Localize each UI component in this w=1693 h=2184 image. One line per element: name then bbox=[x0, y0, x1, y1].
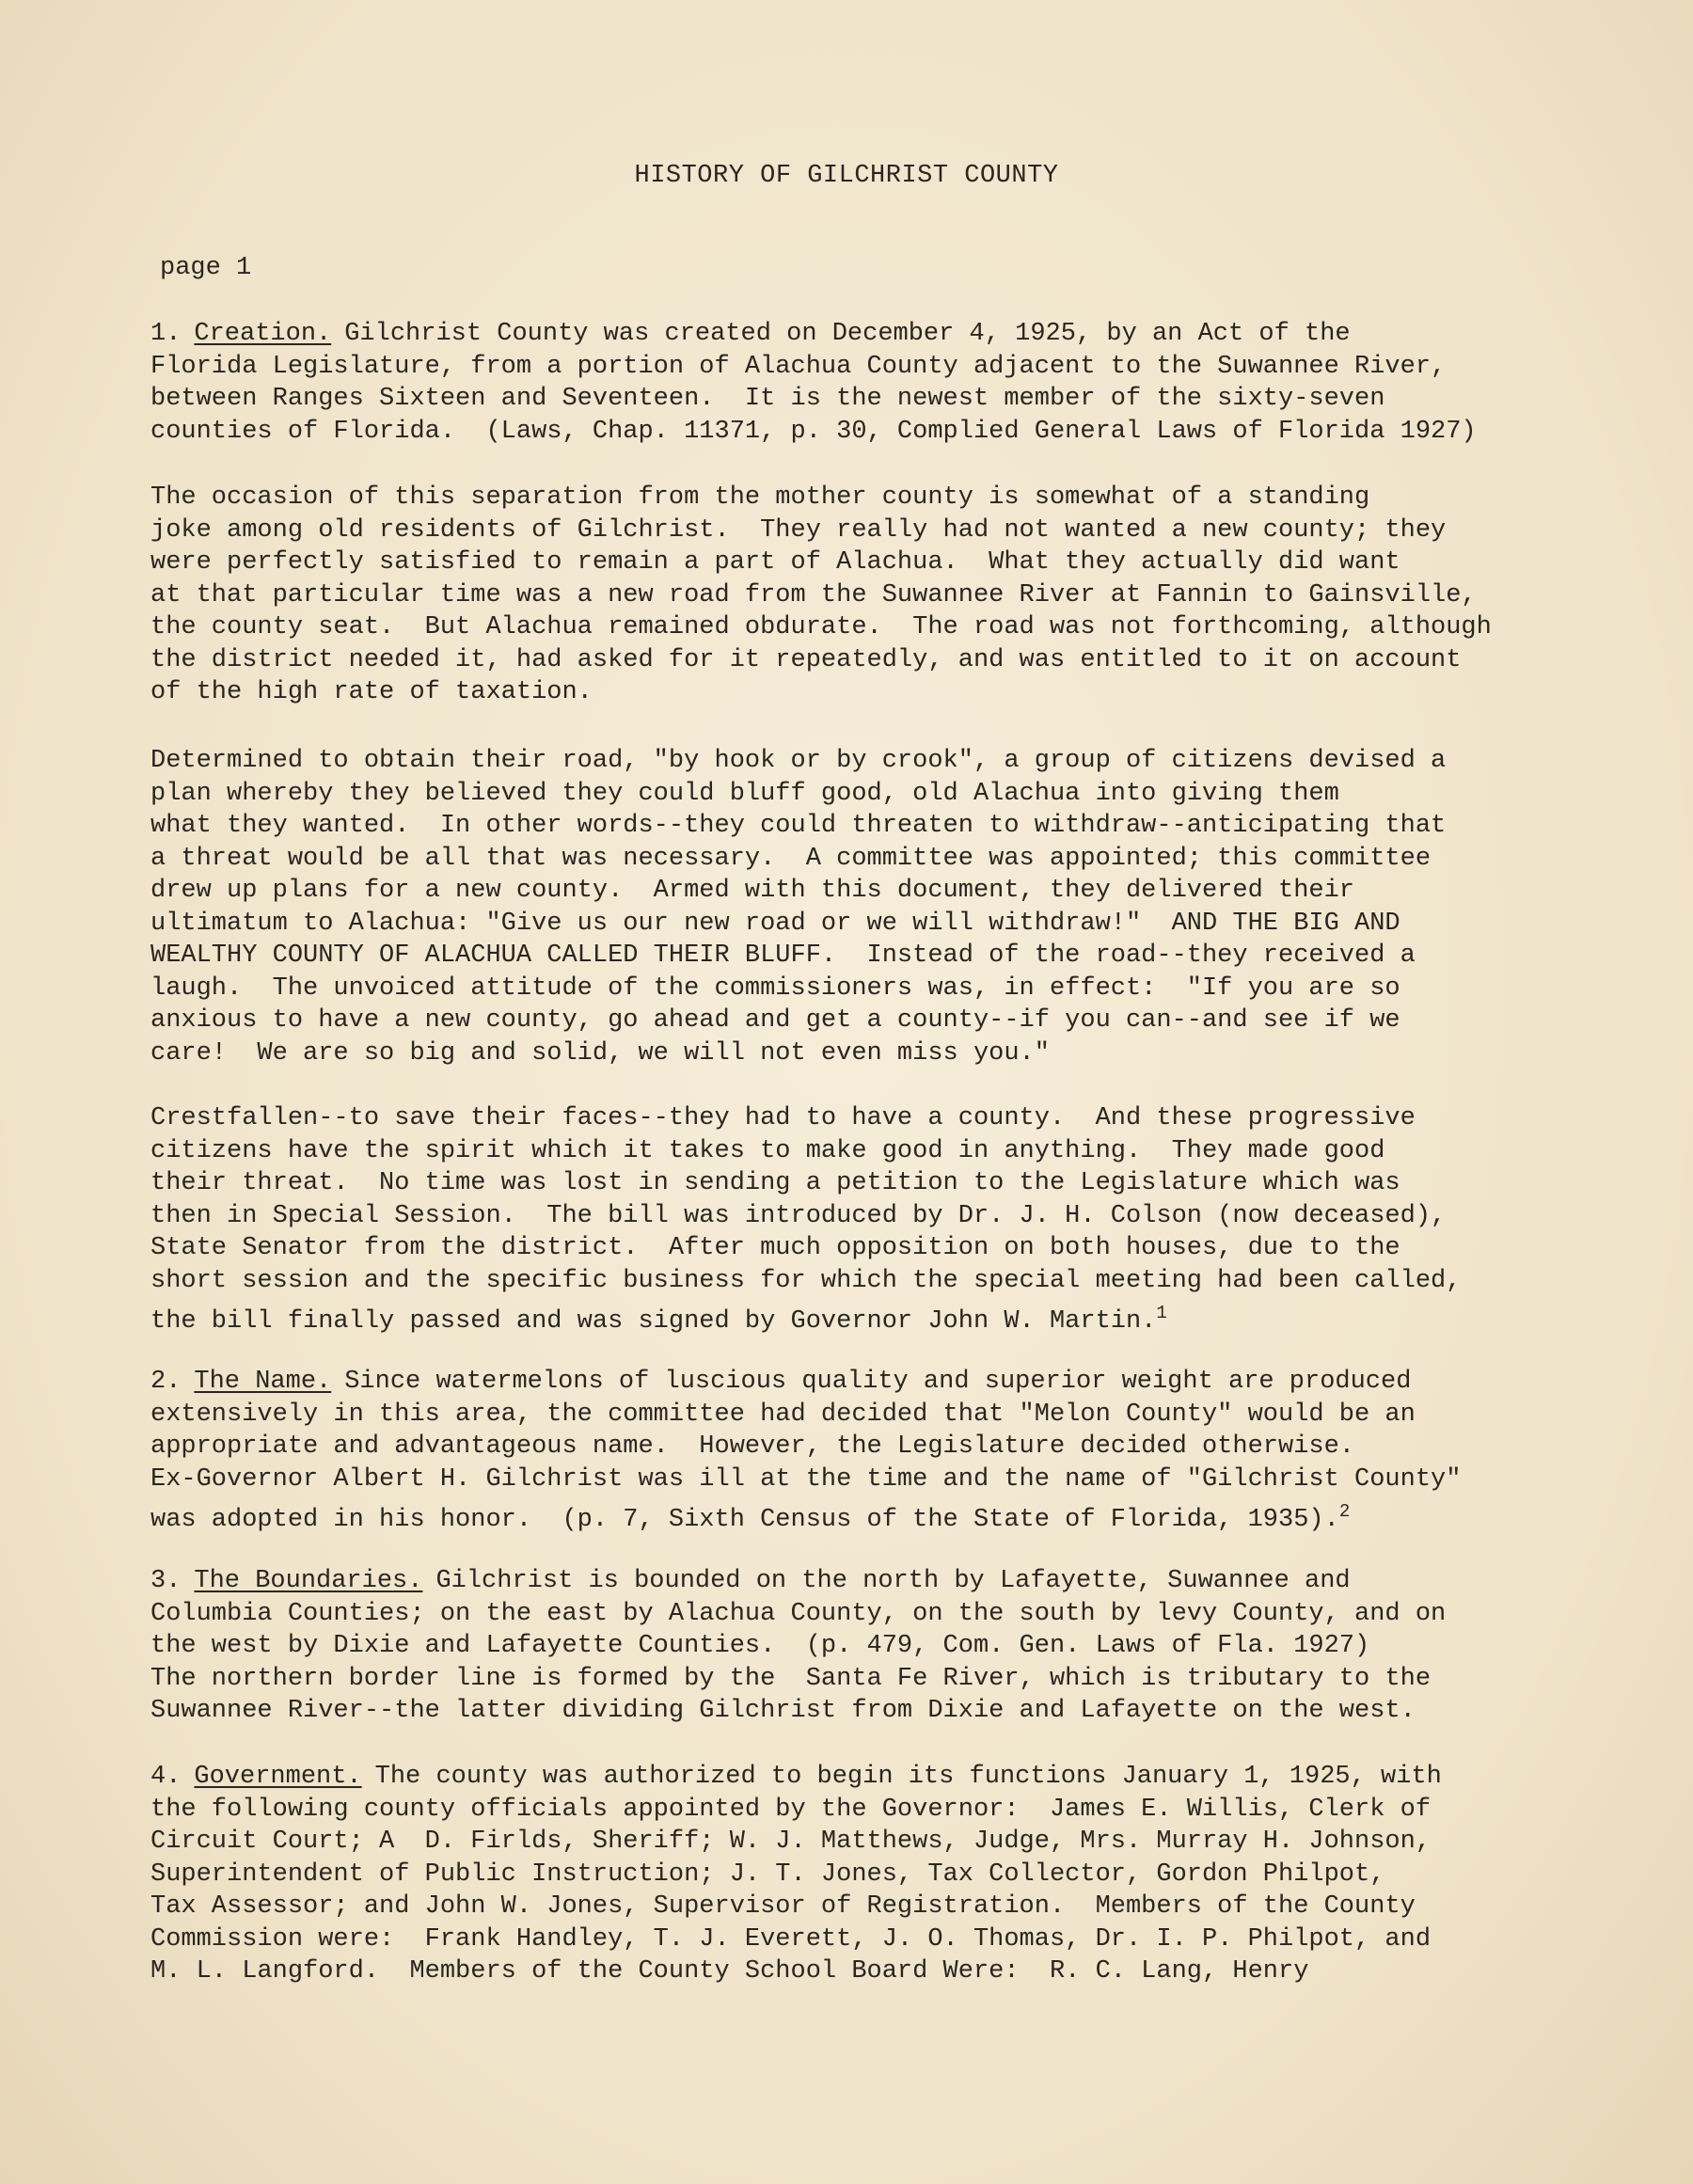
text-line: care! We are so big and solid, we will not even miss you." bbox=[150, 1038, 1050, 1068]
text-line: State Senator from the district. After much opposition on both houses, due to the bbox=[150, 1234, 1400, 1262]
text-line: the bill finally passed and was signed by Governor John W. Martin. bbox=[150, 1307, 1157, 1336]
text-line: a threat would be all that was necessary. A committee was appointed; this committee bbox=[150, 844, 1432, 873]
text-line: their threat. No time was lost in sending a petition to the Legislature which was bbox=[150, 1169, 1400, 1197]
section-number: 1. bbox=[150, 320, 182, 348]
text-line: The occasion of this separation from the mother county is somewhat of a standing bbox=[150, 483, 1370, 512]
text-line: Florida Legislature, from a portion of Alachua County adjacent to the Suwannee River, bbox=[150, 352, 1447, 381]
text-line: appropriate and advantageous name. However, the Legislature decided otherwise. bbox=[150, 1432, 1355, 1461]
text-line: joke among old residents of Gilchrist. They really had not wanted a new county; they bbox=[150, 515, 1447, 545]
paragraph-occasion bbox=[150, 482, 1599, 709]
text-line: Circuit Court; A D. Firlds, Sheriff; W. J. Matthews, Judge, Mrs. Murray H. Johnson, bbox=[150, 1828, 1432, 1856]
section-number: 2. bbox=[150, 1368, 182, 1396]
text-line: plan whereby they believed they could bluff good, old Alachua into giving them bbox=[150, 779, 1339, 808]
text-line: Tax Assessor; and John W. Jones, Supervisor of Registration. Members of the County bbox=[150, 1892, 1416, 1921]
text-line: Superintendent of Public Instruction; J. T. Jones, Tax Collector, Gordon Philpot, bbox=[150, 1860, 1385, 1889]
section-government bbox=[150, 1761, 1599, 1988]
footnote-marker: 1 bbox=[1156, 1303, 1167, 1323]
section-heading: The Boundaries. bbox=[194, 1567, 423, 1595]
text-line: at that particular time was a new road from the Suwannee River at Fannin to Gainsville, bbox=[150, 580, 1477, 609]
text-line: of the high rate of taxation. bbox=[150, 678, 593, 706]
section-heading: Government. bbox=[194, 1763, 362, 1791]
text-line: extensively in this area, the committee had decided that "Melon County" would be an bbox=[150, 1400, 1416, 1429]
text-line: Suwannee River--the latter dividing Gilchrist from Dixie and Lafayette on the west. bbox=[150, 1697, 1416, 1725]
page-label: page 1 bbox=[160, 254, 252, 282]
text-line: were perfectly satisfied to remain a part of Alachua. What they actually did want bbox=[150, 548, 1400, 577]
text-line: The northern border line is formed by the Santa Fe River, which is tributary to the bbox=[150, 1664, 1432, 1693]
text-line: what they wanted. In other words--they could threaten to withdraw--anticipating that bbox=[150, 812, 1447, 840]
section-number: 4. bbox=[150, 1763, 182, 1791]
text-line: short session and the specific business for which the special meeting had been called, bbox=[150, 1266, 1462, 1295]
document-title: HISTORY OF GILCHRIST COUNTY bbox=[634, 162, 1059, 190]
text-line: The county was authorized to begin its functions January 1, 1925, with bbox=[374, 1763, 1442, 1791]
text-line: Determined to obtain their road, "by hook or by crook", a group of citizens devised a bbox=[150, 747, 1447, 775]
text-line: the district needed it, had asked for it repeatedly, and was entitled to it on account bbox=[150, 645, 1462, 674]
section-heading: Creation. bbox=[194, 320, 332, 348]
text-line: Gilchrist County was created on December 4, 1925, by an Act of the bbox=[344, 320, 1351, 348]
text-line: M. L. Langford. Members of the County School Board Were: R. C. Lang, Henry bbox=[150, 1957, 1309, 1986]
text-line: the west by Dixie and Lafayette Counties. (p. 479, Com. Gen. Laws of Fla. 1927) bbox=[150, 1632, 1370, 1660]
section-the-name bbox=[150, 1366, 1599, 1537]
section-heading: The Name. bbox=[194, 1368, 332, 1396]
text-line: Crestfallen--to save their faces--they had to have a county. And these progressive bbox=[150, 1104, 1416, 1132]
text-line: the county seat. But Alachua remained obdurate. The road was not forthcoming, although bbox=[150, 613, 1492, 641]
text-line: anxious to have a new county, go ahead and get a county--if you can--and see if we bbox=[150, 1006, 1400, 1035]
text-line: was adopted in his honor. (p. 7, Sixth Census of the State of Florida, 1935). bbox=[150, 1506, 1339, 1534]
text-line: Gilchrist is bounded on the north by Lafayette, Suwannee and bbox=[435, 1567, 1351, 1595]
text-line: Since watermelons of luscious quality and superior weight are produced bbox=[344, 1368, 1412, 1396]
text-line: Commission were: Frank Handley, T. J. Everett, J. O. Thomas, Dr. I. P. Philpot, and bbox=[150, 1924, 1432, 1954]
text-line: WEALTHY COUNTY OF ALACHUA CALLED THEIR BLUFF. Instead of the road--they received a bbox=[150, 942, 1416, 970]
section-number: 3. bbox=[150, 1567, 182, 1595]
text-line: ultimatum to Alachua: "Give us our new road or we will withdraw!" AND THE BIG AND bbox=[150, 909, 1400, 938]
text-line: laugh. The unvoiced attitude of the commissioners was, in effect: "If you are so bbox=[150, 973, 1400, 1003]
text-line: citizens have the spirit which it takes to make good in anything. They made good bbox=[150, 1136, 1385, 1165]
text-line: Ex-Governor Albert H. Gilchrist was ill at the time and the name of "Gilchrist County" bbox=[150, 1464, 1462, 1494]
text-line: drew up plans for a new county. Armed with this document, they delivered their bbox=[150, 877, 1355, 905]
section-boundaries bbox=[150, 1565, 1599, 1728]
paragraph-determined bbox=[150, 745, 1599, 1069]
text-line: counties of Florida. (Laws, Chap. 11371, p. 30, Complied General Laws of Florida 1927) bbox=[150, 417, 1477, 446]
footnote-marker: 2 bbox=[1338, 1501, 1351, 1522]
text-line: between Ranges Sixteen and Seventeen. It is the newest member of the sixty-seven bbox=[150, 385, 1385, 413]
paragraph-crestfallen bbox=[150, 1102, 1599, 1338]
section-creation bbox=[150, 318, 1599, 448]
text-line: Columbia Counties; on the east by Alachua County, on the south by levy County, and on bbox=[150, 1599, 1447, 1628]
text-line: then in Special Session. The bill was introduced by Dr. J. H. Colson (now deceased), bbox=[150, 1201, 1447, 1230]
text-line: the following county officials appointed by the Governor: James E. Willis, Clerk of bbox=[150, 1795, 1432, 1824]
